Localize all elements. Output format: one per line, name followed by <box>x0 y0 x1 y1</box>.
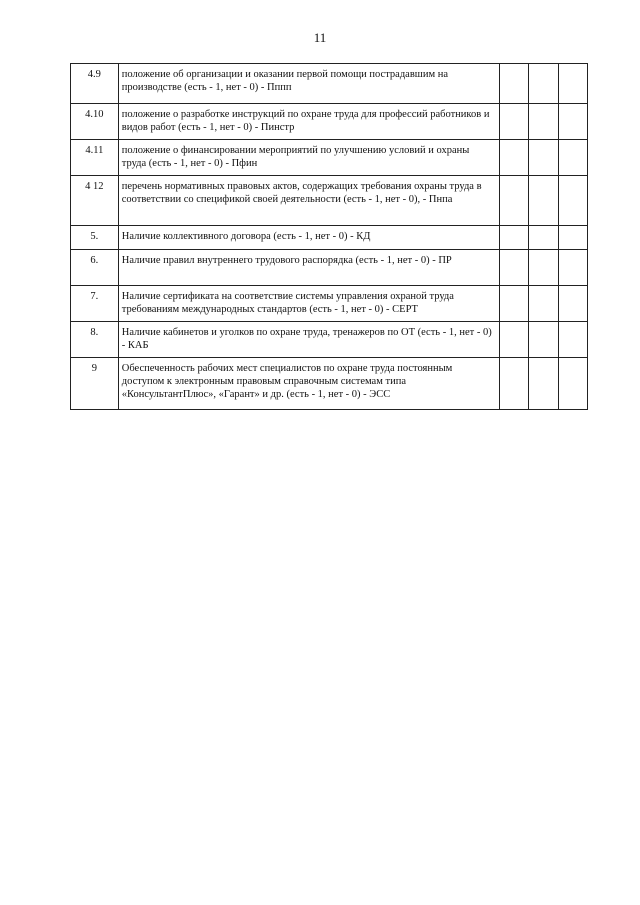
row-number: 4 12 <box>71 176 119 226</box>
table-row <box>71 104 588 140</box>
row-description: Наличие кабинетов и уголков по охране труда, тренажеров по ОТ (есть - 1, нет - 0) - КАБ <box>118 322 499 358</box>
row-description: положение о финансировании мероприятий по улучшению условий и охраны труда (есть - 1, нет - 0) - Пфин <box>118 140 499 176</box>
value-cell <box>499 286 528 322</box>
row-number: 9 <box>71 358 119 410</box>
row-number: 4.9 <box>71 64 119 104</box>
table-row <box>71 226 588 250</box>
table-row <box>71 322 588 358</box>
criteria-table <box>70 63 588 410</box>
row-description: Наличие правил внутреннего трудового распорядка (есть - 1, нет - 0) - ПР <box>118 250 499 286</box>
value-cell <box>499 322 528 358</box>
value-cell <box>499 226 528 250</box>
row-number: 5. <box>71 226 119 250</box>
table-row <box>71 250 588 286</box>
row-number: 4.11 <box>71 140 119 176</box>
value-cell <box>558 140 587 176</box>
row-description: перечень нормативных правовых актов, содержащих требования охраны труда в соответствии со спецификой своей деятельности (есть - 1, нет - 0), - Пнпа <box>118 176 499 226</box>
value-cell <box>529 358 558 410</box>
value-cell <box>529 226 558 250</box>
row-number: 7. <box>71 286 119 322</box>
row-description: Наличие сертификата на соответствие системы управления охраной труда требованиям международных стандартов (есть - 1, нет - 0) - СЕРТ <box>118 286 499 322</box>
value-cell <box>558 250 587 286</box>
row-number: 6. <box>71 250 119 286</box>
value-cell <box>499 64 528 104</box>
value-cell <box>558 358 587 410</box>
row-number: 4.10 <box>71 104 119 140</box>
value-cell <box>529 104 558 140</box>
table-row <box>71 176 588 226</box>
value-cell <box>529 176 558 226</box>
row-description: Наличие коллективного договора (есть - 1, нет - 0) - КД <box>118 226 499 250</box>
value-cell <box>558 104 587 140</box>
value-cell <box>558 226 587 250</box>
page-number: 11 <box>313 30 327 45</box>
value-cell <box>499 250 528 286</box>
value-cell <box>499 140 528 176</box>
row-description: положение об организации и оказании первой помощи пострадавшим на производстве (есть - 1, нет - 0) - Пппп <box>118 64 499 104</box>
value-cell <box>558 176 587 226</box>
table-row <box>71 286 588 322</box>
table-row <box>71 64 588 104</box>
value-cell <box>529 286 558 322</box>
value-cell <box>558 322 587 358</box>
value-cell <box>499 358 528 410</box>
table-row <box>71 358 588 410</box>
value-cell <box>529 64 558 104</box>
value-cell <box>529 140 558 176</box>
row-description: Обеспеченность рабочих мест специалистов по охране труда постоянным доступом к электронным правовым справочным системам типа «КонсультантПлюс», «Гарант» и др. (есть - 1, нет - 0) - ЭСС <box>118 358 499 410</box>
row-description: положение о разработке инструкций по охране труда для профессий работников и видов работ (есть - 1, нет - 0) - Пинстр <box>118 104 499 140</box>
value-cell <box>529 322 558 358</box>
value-cell <box>499 176 528 226</box>
value-cell <box>558 64 587 104</box>
value-cell <box>558 286 587 322</box>
table-row <box>71 140 588 176</box>
value-cell <box>499 104 528 140</box>
row-number: 8. <box>71 322 119 358</box>
value-cell <box>529 250 558 286</box>
